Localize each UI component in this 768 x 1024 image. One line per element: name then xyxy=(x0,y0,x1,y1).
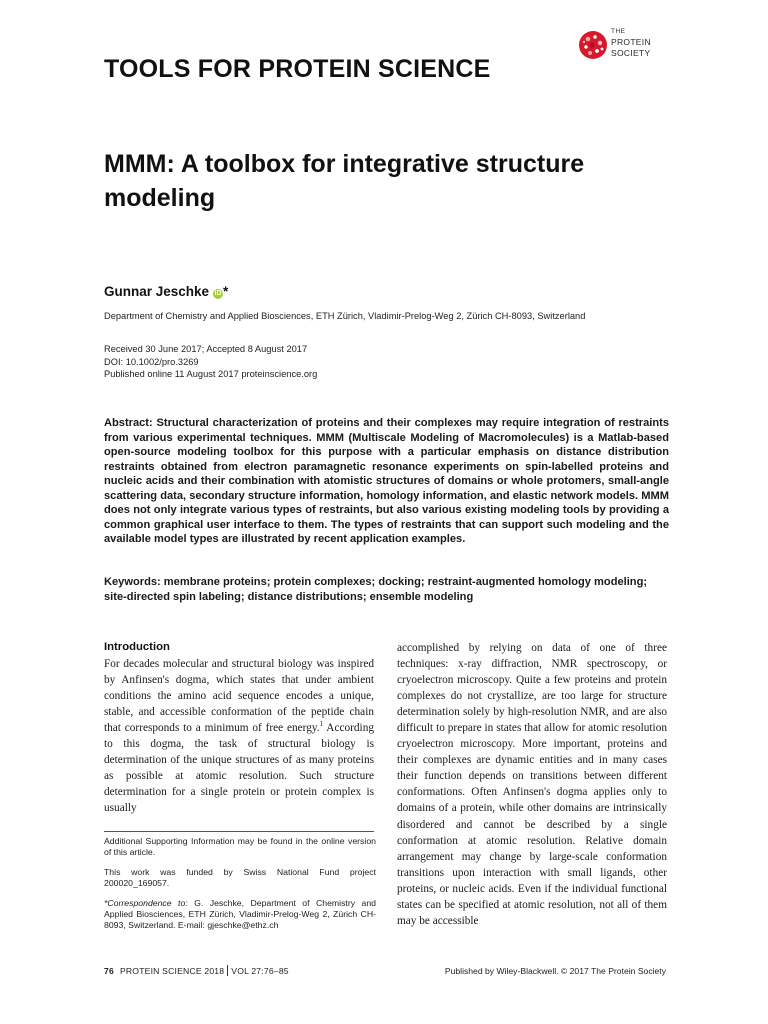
protein-society-logo xyxy=(578,26,678,66)
reference-1[interactable]: 1 xyxy=(319,720,324,729)
footnotes xyxy=(104,836,376,940)
page-number: 76 xyxy=(104,966,114,976)
footer-journal-info xyxy=(104,965,289,976)
protein-society-logo-icon xyxy=(578,30,608,60)
received-accepted-dates: Received 30 June 2017; Accepted 8 August 2017 xyxy=(104,344,308,354)
keywords: Keywords: membrane proteins; protein complexes; docking; restraint-augmented homology modeling; site-directed spin labeling; distance distributions; ensemble modeling xyxy=(104,576,648,603)
logo-line3: SOCIETY xyxy=(611,48,651,58)
logo-line1: THE xyxy=(611,28,626,35)
footnote-correspondence xyxy=(104,898,376,932)
author-affiliation: Department of Chemistry and Applied Biosciences, ETH Zürich, Vladimir-Prelog-Weg 2, Zürich CH-8093, Switzerland xyxy=(104,311,586,321)
corresponding-marker: * xyxy=(223,284,229,299)
orcid-icon[interactable]: iD xyxy=(214,290,222,297)
body-column-right: accomplished by relying on data of one of three techniques: x-ray diffraction, NMR spectroscopy, or cryoelectron microscopy. Quite a few proteins and protein complexes do not crystallize, are too large for structure determination solely by high-resolution NMR, and are also difficult to prepare in states that allow for atomic resolution cryoelectron microscopy. More important, proteins and their complexes are dynamic entities and in many cases their function depends on transitions between different conformations. Often Anfinsen's dogma applies only to domains of a protein, while other domains are intrinsically disordered and cannot be described by a single conformation at atomic resolution. Relative domain arrangement may change by large-scale conformation transitions upon interaction with small ligands, other proteins, or nucleic acids. Even if the individual functional states can be specified at atomic resolution, not all of them may be accessible xyxy=(397,642,667,927)
publication-dates xyxy=(104,343,317,381)
journal-name-year: PROTEIN SCIENCE 2018 xyxy=(119,966,225,976)
correspondence-label: *Correspondence to: xyxy=(104,897,188,908)
protein-society-logo-text xyxy=(611,26,651,59)
footer-separator xyxy=(227,965,228,976)
author-name: Gunnar Jeschke xyxy=(104,284,210,299)
footnote-supporting-info: Additional Supporting Information may be found in the online version of this article. xyxy=(104,836,376,858)
correspondence-text: G. Jeschke, Department of Chemistry and Applied Biosciences, ETH Zürich, Vladimir-Prelog-Weg 2, Zürich CH-8093, Switzerland. E-mail: gjeschke@ethz.ch xyxy=(104,897,377,931)
article-title: MMM: A toolbox for integrative structure modeling xyxy=(104,150,585,212)
intro-text-part2: According to this dogma, the task of structural biology is determination of the unique structures of as many proteins as possible at atomic resolution. Such structure determination for a single protein or protein complex is usually xyxy=(104,722,374,815)
body-column-left xyxy=(104,656,374,816)
footnote-divider xyxy=(104,831,374,832)
intro-text-part1: For decades molecular and structural biology was inspired by Anfinsen's dogma, which states that under ambient conditions the amino acid sequence encodes a unique, stable, and accessible conformation of the peptide chain that corresponds to a minimum of free energy. xyxy=(104,658,374,735)
introduction-heading: Introduction xyxy=(104,641,170,653)
published-online: Published online 11 August 2017 proteinscience.org xyxy=(104,369,318,379)
author-line xyxy=(104,284,228,299)
volume-pages: VOL 27:76–85 xyxy=(231,966,289,976)
abstract: Abstract: Structural characterization of proteins and their complexes may require integration of restraints from various experimental techniques. MMM (Multiscale Modeling of Macromolecules) is a Matlab-based open-source modeling toolbox for this purpose with a particular emphasis on distance distribution restraints obtained from electron paramagnetic resonance experiments on spin-labelled proteins and nucleic acids and their combination with atomistic structures of domains or whole protomers, small-angle scattering data, secondary structure information, homology information, and elastic network models. MMM does not only integrate various types of restraints, but also various existing modeling tools by providing a common graphical user interface to them. The types of restraints that can support such modeling and the available model types are illustrated by recent application examples. xyxy=(104,417,669,545)
footnote-funding: This work was funded by Swiss National Fund project 200020_169057. xyxy=(104,866,376,889)
section-heading: TOOLS FOR PROTEIN SCIENCE xyxy=(104,55,491,83)
doi[interactable]: DOI: 10.1002/pro.3269 xyxy=(104,356,199,367)
logo-line2: PROTEIN xyxy=(611,37,651,47)
footer-publisher: Published by Wiley-Blackwell. © 2017 The Protein Society xyxy=(444,966,666,976)
